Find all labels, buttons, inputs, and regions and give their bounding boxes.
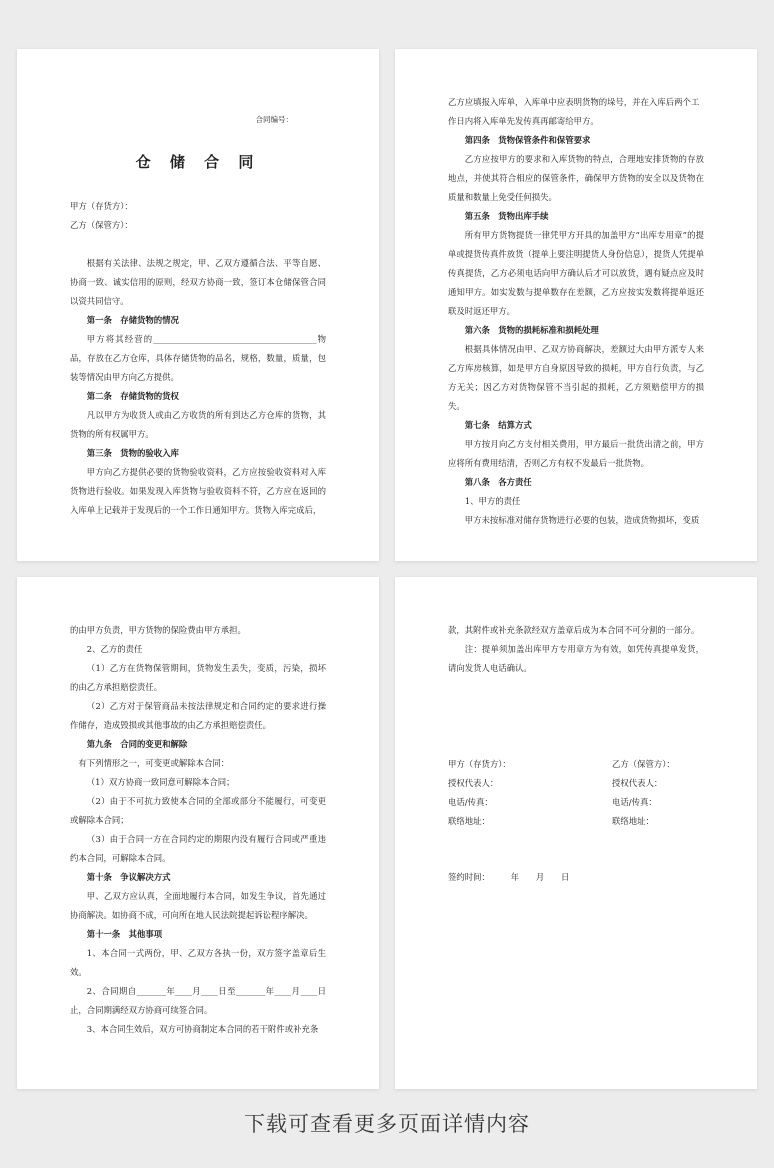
download-more-prompt[interactable]: 下载可查看更多页面详情内容 — [244, 1112, 530, 1136]
article-1-text: 甲方将其经营的_______________________________________物品，存放在乙方仓库，具体存储货物的品名，规格，数量，质量，包装等情况由甲方向乙方提供。 — [70, 334, 326, 382]
article-11-heading: 第十一条 其他事项 — [86, 929, 163, 939]
article-9-intro: 有下列情形之一，可变更或解除本合同： — [78, 758, 230, 768]
article-8-subheading-2: 2、乙方的责任 — [86, 644, 143, 654]
article-5-text: 所有甲方货物提货一律凭甲方开具的加盖甲方“出库专用章”的提单或提货传真件放货（提单上要注明提货人身份信息），提货人凭提单传真提货，乙方必须电话向甲方确认后才可以放货，遇有疑点应及时通知甲方。如实发数与提单数存在差额，乙方应按实发数将提单返还联及时返还甲方。 — [448, 230, 704, 316]
article-8-text: 甲方未按标准对储存货物进行必要的包装，造成货物损坏，变质 — [464, 515, 700, 525]
sign-date-label: 签约时间： 年 月 日 — [448, 872, 570, 882]
party-b-duty-1: （1）乙方在货物保管期间，货物发生丢失，变质，污染，损坏的由乙方承担赔偿责任。 — [70, 663, 326, 692]
article-2-text: 凡以甲方为收货人或由乙方收货的所有到达乙方仓库的货物，其货物的所有权属甲方。 — [70, 410, 326, 439]
article-8-continuation: 的由甲方负责，甲方货物的保险费由甲方承担。 — [70, 625, 246, 635]
signature-row — [448, 755, 704, 774]
article-8-subheading: 1、甲方的责任 — [464, 496, 521, 506]
party-b-representative-label: 授权代表人： — [612, 778, 663, 788]
signature-row — [448, 774, 704, 793]
article-10-heading: 第十条 争议解决方式 — [86, 872, 171, 882]
contract-number-label: 合同编号： — [255, 115, 293, 124]
document-page-3 — [17, 577, 379, 1089]
article-1-heading: 第一条 存储货物的情况 — [86, 315, 179, 325]
article-2-heading: 第二条 存储货物的货权 — [86, 391, 179, 401]
article-4-heading: 第四条 货物保管条件和保管要求 — [464, 135, 591, 145]
party-b-label: 乙方（保管方）： — [70, 220, 133, 230]
intro-paragraph: 根据有关法律、法规之规定，甲、乙双方遵循合法、平等自愿、协商一致、诚实信用的原则，经双方协商一致，签订本仓储保管合同以资共同信守。 — [70, 258, 326, 306]
document-page-4 — [395, 577, 757, 1089]
article-3-continuation: 乙方应填报入库单，入库单中应表明货物的垛号，并在入库后两个工作日内将入库单先发传真再邮寄给甲方。 — [448, 97, 700, 126]
document-page-2 — [395, 49, 757, 561]
party-b-duty-2: （2）乙方对于保管商品未按法律规定和合同约定的要求进行操作储存，造成毁损或其他事故的由乙方承担赔偿责任。 — [70, 701, 326, 730]
document-page-1 — [17, 49, 379, 561]
article-7-text: 甲方按月向乙方支付相关费用，甲方最后一批货出清之前，甲方应将所有费用结清，否则乙方有权不发最后一批货物。 — [448, 439, 704, 468]
signature-block — [448, 755, 704, 831]
article-6-text: 根据具体情况由甲、乙双方协商解决，差额过大由甲方派专人来乙方库房核算，如是甲方自身原因导致的损耗，甲方自行负责，与乙方无关；因乙方对货物保管不当引起的损耗，乙方须赔偿甲方的损失。 — [448, 344, 704, 411]
article-11-item-1: 1、本合同一式两份，甲、乙双方各执一份，双方签字盖章后生效。 — [70, 948, 326, 977]
party-a-representative-label: 授权代表人： — [448, 778, 499, 788]
article-9-item-1: （1）双方协商一致同意可解除本合同； — [86, 777, 235, 787]
signature-row — [448, 812, 704, 831]
note-text: 注：提单须加盖出库甲方专用章方为有效，如凭传真提单发货，请向发货人电话确认。 — [448, 644, 704, 673]
article-11-item-3: 3、本合同生效后，双方可协商制定本合同的若干附件或补充条 — [86, 1024, 319, 1034]
article-7-heading: 第七条 结算方式 — [464, 420, 532, 430]
article-9-item-2: （2）由于不可抗力致使本合同的全部或部分不能履行，可变更或解除本合同； — [70, 796, 326, 825]
article-3-heading: 第三条 货物的验收入库 — [86, 448, 179, 458]
article-11-item-2: 2、合同期自_______年____月____日至_______年____月____日止，合同期满经双方协商可续签合同。 — [70, 986, 326, 1015]
article-9-item-3: （3）由于合同一方在合同约定的期限内没有履行合同或严重违约本合同，可解除本合同。 — [70, 834, 326, 863]
party-b-phone-label: 电话/传真： — [612, 797, 657, 807]
article-5-heading: 第五条 货物出库手续 — [464, 211, 549, 221]
party-a-phone-label: 电话/传真： — [448, 797, 493, 807]
article-8-heading: 第八条 各方责任 — [464, 477, 532, 487]
article-6-heading: 第六条 货物的损耗标准和损耗处理 — [464, 325, 599, 335]
article-10-text: 甲、乙双方应认真，全面地履行本合同，如发生争议，首先通过协商解决。如协商不成，可向所在地人民法院提起诉讼程序解决。 — [70, 891, 326, 920]
party-a-sign-label: 甲方（存货方）： — [448, 759, 511, 769]
party-a-label: 甲方（存货方）： — [70, 201, 133, 211]
party-a-address-label: 联络地址： — [448, 816, 490, 826]
contract-title: 仓 储 合 同 — [135, 153, 261, 171]
signature-row — [448, 793, 704, 812]
article-4-text: 乙方应按甲方的要求和入库货物的特点，合理地安排货物的存放地点，并使其符合相应的保管条件，确保甲方货物的安全以及货物在质量和数量上免受任何损失。 — [448, 154, 704, 202]
article-9-heading: 第九条 合同的变更和解除 — [86, 739, 188, 749]
party-b-address-label: 联络地址： — [612, 816, 654, 826]
article-11-continuation: 款，其附件或补充条款经双方盖章后成为本合同不可分割的一部分。 — [448, 625, 700, 635]
party-b-sign-label: 乙方（保管方）： — [612, 759, 675, 769]
article-3-text: 甲方向乙方提供必要的货物验收资料，乙方应按验收资料对入库货物进行验收。如果发现入库货物与验收资料不符，乙方应在返回的入库单上记载并于发现后的一个工作日通知甲方。货物入库完成后， — [70, 467, 326, 515]
